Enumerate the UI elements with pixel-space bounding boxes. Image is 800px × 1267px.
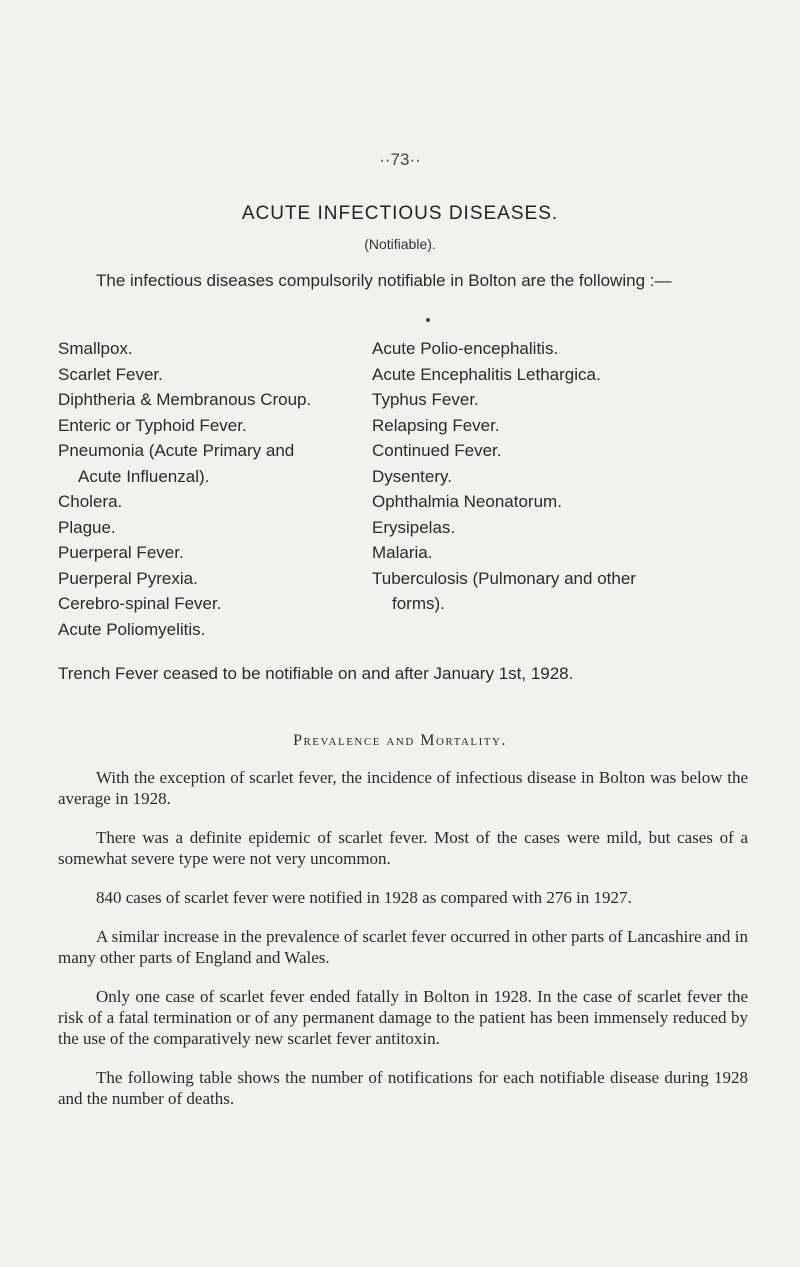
paragraph: Only one case of scarlet fever ended fatally in Bolton in 1928. In the case of scarlet fever the risk of a fatal termination or of any permanent damage to the patient has been immensely reduced by the use of the comparatively new scarlet fever antitoxin.	[58, 987, 748, 1048]
disease-list-right	[372, 336, 752, 617]
list-item: Acute Encephalitis Lethargica.	[372, 364, 601, 384]
paragraph: 840 cases of scarlet fever were notified in 1928 as compared with 276 in 1927.	[96, 888, 632, 907]
body-paragraphs	[58, 767, 748, 1127]
list-item: forms).	[392, 594, 445, 613]
list-item: Typhus Fever.	[372, 390, 479, 409]
list-item: Relapsing Fever.	[372, 415, 500, 435]
print-speck	[426, 318, 430, 322]
disease-list-left	[58, 336, 358, 642]
list-item: Dysentery.	[372, 466, 452, 486]
section-heading: Prevalence and Mortality.	[293, 732, 507, 749]
paragraph: With the exception of scarlet fever, the incidence of infectious disease in Bolton was below the average in 1928.	[58, 768, 748, 808]
list-item: Tuberculosis (Pulmonary and other	[372, 568, 636, 588]
list-item: Puerperal Fever.	[58, 543, 184, 562]
list-item: Acute Polio-encephalitis.	[372, 339, 559, 358]
list-item: Scarlet Fever.	[58, 364, 163, 384]
list-item: Cerebro-spinal Fever.	[58, 594, 222, 613]
list-item: Malaria.	[372, 543, 433, 562]
list-item: Puerperal Pyrexia.	[58, 568, 198, 588]
list-item: Continued Fever.	[372, 441, 502, 460]
paragraph: There was a definite epidemic of scarlet fever. Most of the cases were mild, but cases of a somewhat severe type were not very uncommon.	[58, 828, 748, 868]
list-item: Ophthalmia Neonatorum.	[372, 492, 562, 511]
paragraph: A similar increase in the prevalence of scarlet fever occurred in other parts of Lancashire and in many other parts of England and Wales.	[58, 927, 748, 967]
list-item: Pneumonia (Acute Primary and	[58, 441, 295, 460]
list-item: Smallpox.	[58, 339, 133, 358]
page-subtitle: (Notifiable).	[364, 236, 436, 252]
paragraph: The following table shows the number of notifications for each notifiable disease during 1928 and the number of deaths.	[58, 1068, 748, 1108]
list-item: Diphtheria & Membranous Croup.	[58, 390, 312, 409]
list-item: Acute Influenzal).	[78, 466, 210, 486]
list-item: Enteric or Typhoid Fever.	[58, 415, 247, 435]
list-item: Erysipelas.	[372, 517, 456, 537]
list-item: Acute Poliomyelitis.	[58, 619, 206, 639]
trench-fever-note: Trench Fever ceased to be notifiable on and after January 1st, 1928.	[58, 664, 574, 683]
list-item: Plague.	[58, 517, 116, 537]
page-title: ACUTE INFECTIOUS DISEASES.	[241, 203, 559, 224]
list-item: Cholera.	[58, 492, 123, 511]
page-number: ··73··	[379, 150, 421, 169]
intro-paragraph: The infectious diseases compulsorily notifiable in Bolton are the following :—	[96, 271, 672, 290]
